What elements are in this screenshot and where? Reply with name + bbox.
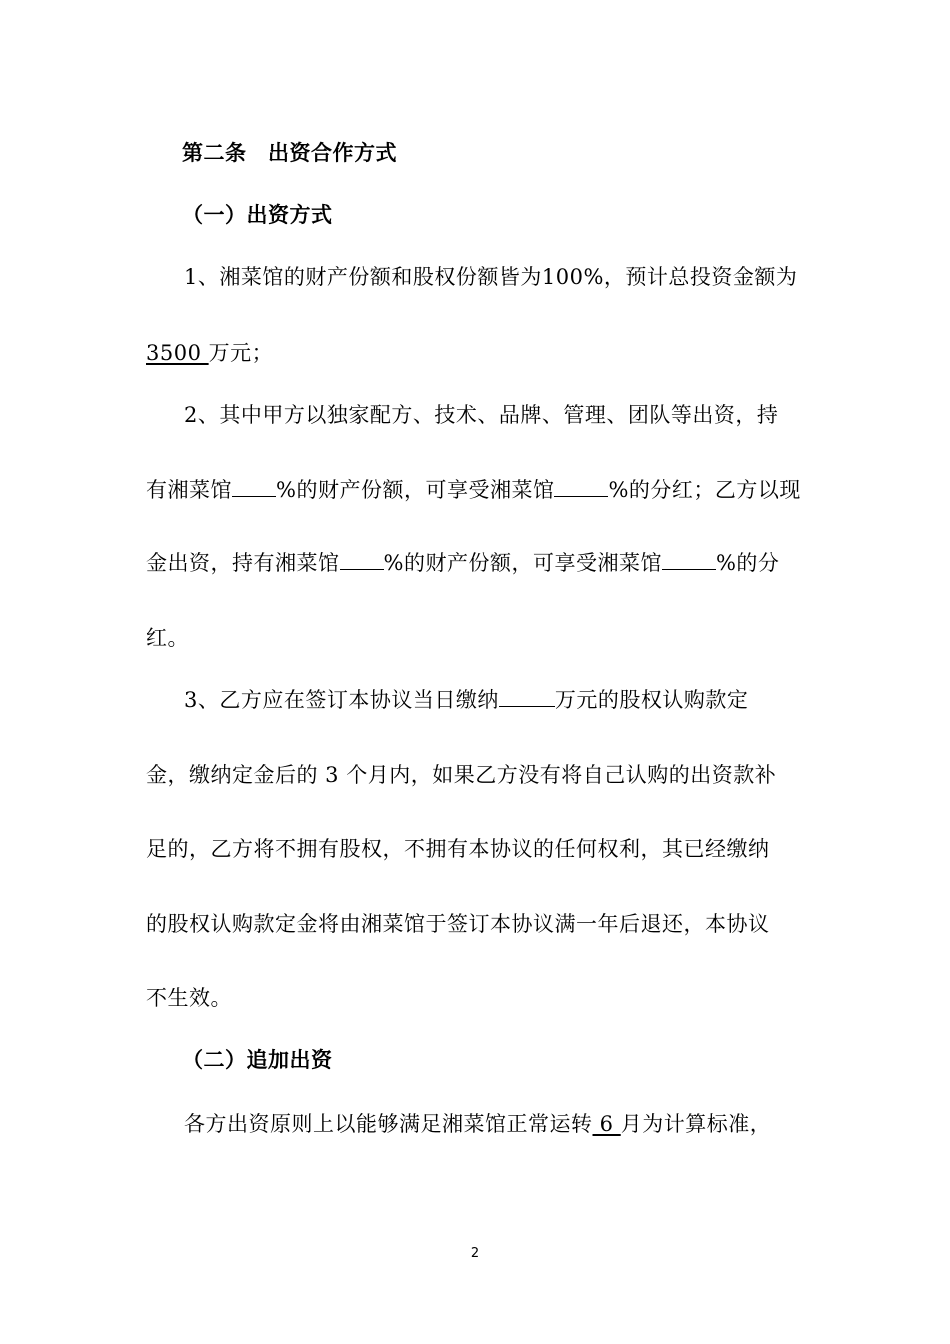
item3-line1-part-a: 3、乙方应在签订本协议当日缴纳 (184, 688, 499, 712)
item3-line4 (146, 909, 770, 939)
deposit-amount-blank[interactable] (499, 686, 555, 707)
section2-line1-part-a: 各方出资原则上以能够满足湘菜馆正常运转 (184, 1112, 593, 1136)
section2-heading-text: （二）追加出资 (182, 1048, 333, 1072)
item2-line2-part-c: %的分红；乙方以现 (608, 478, 801, 502)
page-number-text: 2 (470, 1246, 480, 1261)
item2-line3 (146, 548, 779, 578)
section1-heading (182, 200, 333, 230)
item2-line2-part-b: %的财产份额，可享受湘菜馆 (276, 478, 555, 502)
section2-line1-part-b: 月为计算标准， (620, 1112, 772, 1136)
section2-heading (182, 1045, 333, 1075)
item1-line1-text: 1、湘菜馆的财产份额和股权份额皆为100%，预计总投资金额为 (184, 265, 798, 289)
section2-line1 (184, 1109, 771, 1139)
item3-line5 (146, 983, 232, 1013)
item3-line1 (184, 685, 748, 715)
item1-line2-text: 万元； (208, 341, 274, 365)
party-a-property-share-blank[interactable] (232, 476, 276, 497)
item1-line1 (184, 262, 797, 292)
total-investment-amount: 3500 (146, 341, 209, 365)
item2-line3-part-c: %的分 (715, 551, 780, 575)
item3-line2 (146, 760, 776, 790)
item2-line1-text: 2、其中甲方以独家配方、技术、品牌、管理、团队等出资，持 (184, 403, 779, 427)
section1-heading-text: （一）出资方式 (182, 203, 333, 227)
item2-line4 (146, 623, 189, 653)
item3-line1-part-b: 万元的股权认购款定 (554, 688, 749, 712)
item3-line3 (146, 834, 770, 864)
item3-line4-text: 的股权认购款定金将由湘菜馆于签订本协议满一年后退还，本协议 (146, 912, 770, 936)
article-heading-text: 第二条 出资合作方式 (182, 141, 397, 165)
item2-line2-part-a: 有湘菜馆 (146, 478, 232, 502)
article-heading (182, 138, 397, 168)
page-number (0, 1246, 950, 1261)
item2-line2 (146, 475, 801, 505)
party-a-dividend-share-blank[interactable] (554, 476, 608, 497)
item2-line3-part-a: 金出资，持有湘菜馆 (146, 551, 340, 575)
party-b-dividend-share-blank[interactable] (662, 549, 716, 570)
item2-line1 (184, 400, 778, 430)
item2-line3-part-b: %的财产份额，可享受湘菜馆 (383, 551, 662, 575)
item3-line2-text: 金，缴纳定金后的 3 个月内，如果乙方没有将自己认购的出资款补 (146, 763, 777, 787)
operating-months-value: 6 (592, 1112, 621, 1136)
item3-line3-text: 足的，乙方将不拥有股权，不拥有本协议的任何权利，其已经缴纳 (146, 837, 770, 861)
item2-line4-text: 红。 (146, 626, 189, 650)
party-b-property-share-blank[interactable] (340, 549, 384, 570)
item3-line5-text: 不生效。 (146, 986, 232, 1010)
item1-line2 (146, 338, 273, 368)
